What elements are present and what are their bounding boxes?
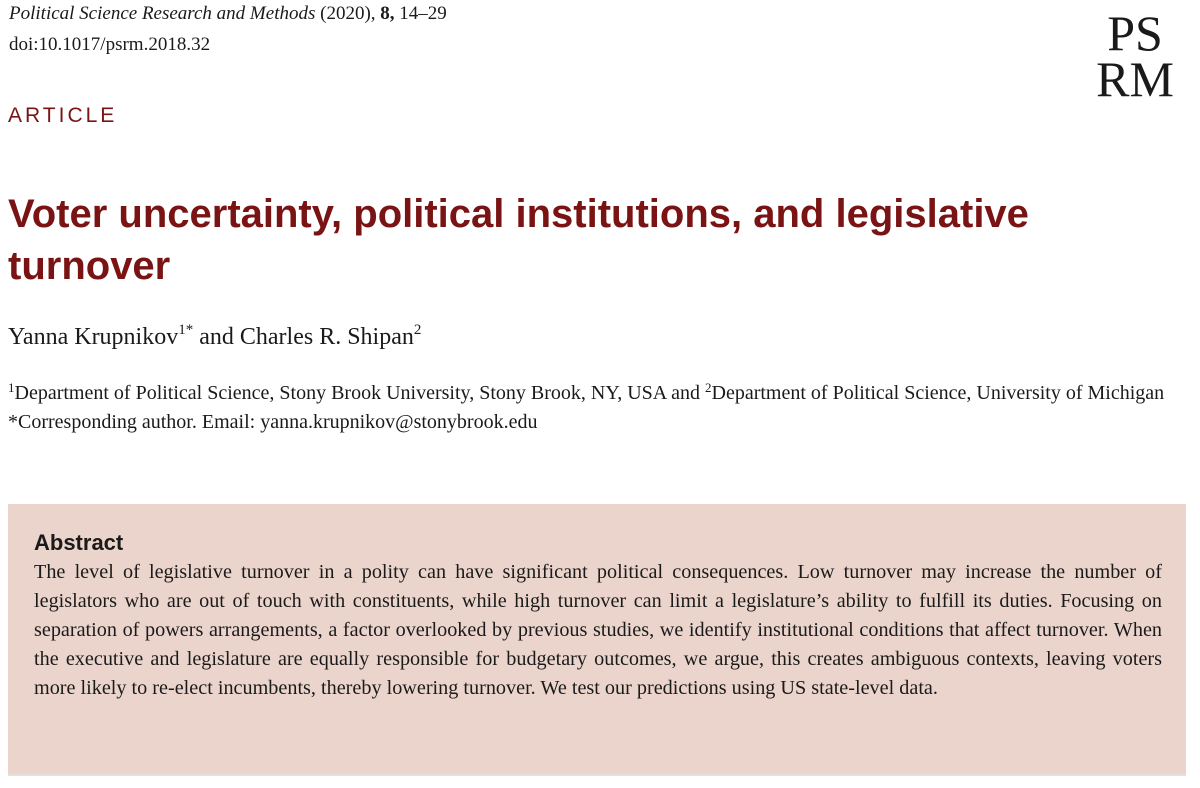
author-name[interactable]: Charles R. Shipan	[239, 324, 414, 350]
section-label: ARTICLE	[8, 104, 118, 127]
author-name[interactable]: Yanna Krupnikov	[8, 324, 179, 350]
affiliations	[8, 379, 1188, 437]
affiliation-marker: 1	[8, 380, 15, 395]
abstract-heading: Abstract	[34, 530, 124, 555]
logo-top-letters: PS	[1107, 5, 1163, 61]
affiliation-text: Department of Political Science, University of Michigan	[711, 382, 1165, 404]
journal-volume: 8,	[380, 3, 395, 24]
abstract-text: The level of legislative turnover in a polity can have significant political consequences. Low turnover may increase the number of legislators who are out of touch with constituents, while high turnover can limit a legislature’s ability to fulfill its duties. Focusing on separation of powers arrangements, a factor overlooked by previous studies, we identify institutional conditions that affect turnover. When the executive and legislature are equally responsible for budgetary outcomes, we argue, this creates ambiguous contexts, leaving voters more likely to re-elect incumbents, thereby lowering turnover. We test our predictions using US state-level data.	[34, 561, 1162, 699]
author-affiliation-marker: 1*	[178, 322, 194, 338]
logo-bottom-letters: RM	[1096, 51, 1174, 104]
doi[interactable]: doi:10.1017/psrm.2018.32	[9, 34, 211, 55]
psrm-logo-mark	[1085, 4, 1185, 104]
journal-pages: 14–29	[399, 3, 447, 24]
affiliation-marker: 2	[705, 380, 712, 395]
article-title: Voter uncertainty, political institutions, and legislative turnover	[8, 192, 1029, 288]
author-affiliation-marker: 2	[413, 322, 422, 338]
affiliation-line	[8, 379, 1188, 408]
journal-name: Political Science Research and Methods	[9, 3, 316, 24]
journal-citation	[9, 2, 447, 26]
journal-year: (2020),	[320, 3, 376, 24]
author-list	[8, 321, 421, 353]
psrm-logo	[1085, 4, 1185, 104]
corresponding-author: *Corresponding author. Email: yanna.krupnikov@stonybrook.edu	[8, 411, 538, 433]
author-joiner: and	[193, 324, 240, 350]
abstract-box	[8, 504, 1186, 776]
affiliation-text: Department of Political Science, Stony Brook University, Stony Brook, NY, USA and	[14, 382, 705, 404]
